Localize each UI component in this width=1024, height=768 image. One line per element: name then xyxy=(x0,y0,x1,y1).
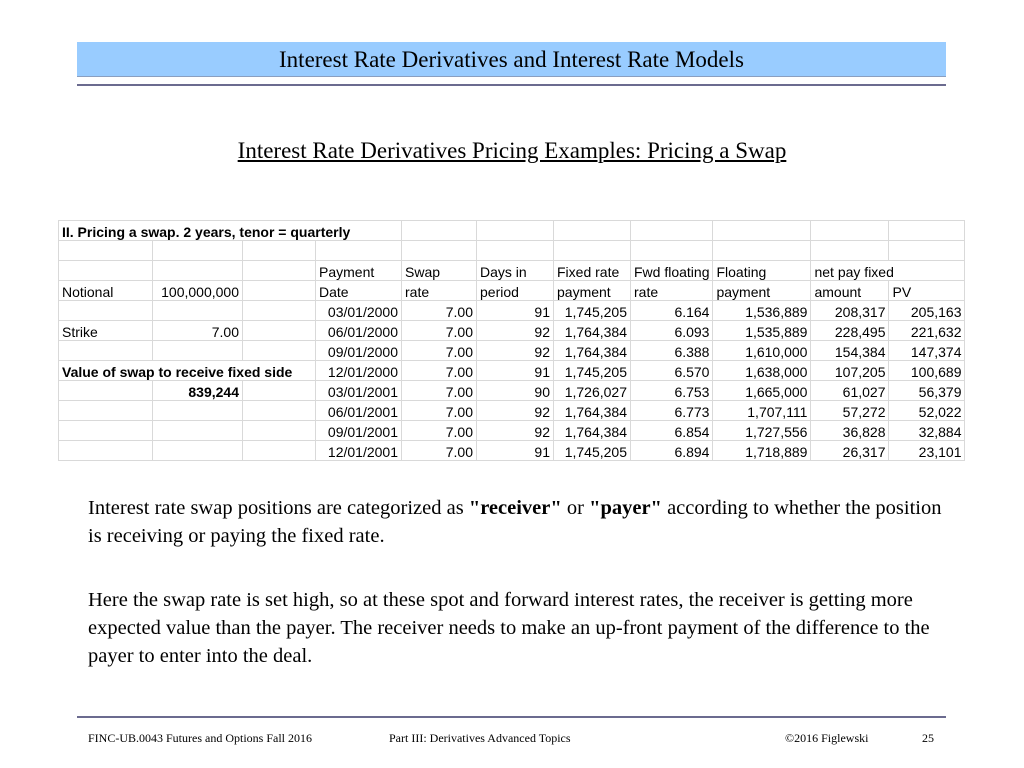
cell-fixed-payment: 1,764,384 xyxy=(554,321,631,341)
cell-pv: 221,632 xyxy=(889,321,965,341)
table-row xyxy=(59,341,965,361)
cell-fixed-payment: 1,764,384 xyxy=(554,401,631,421)
col-header: Days in xyxy=(477,261,554,281)
strike-value: 7.00 xyxy=(153,321,243,341)
cell-days: 91 xyxy=(477,441,554,461)
cell-fixed-payment: 1,745,205 xyxy=(554,361,631,381)
term-payer: "payer" xyxy=(589,497,662,519)
cell-date: 03/01/2001 xyxy=(316,381,402,401)
col-header: Fwd floating xyxy=(631,261,713,281)
slide-subtitle: Interest Rate Derivatives Pricing Examples: Pricing a Swap xyxy=(237,138,787,163)
cell-floating-payment: 1,727,556 xyxy=(713,421,811,441)
cell-fwd-rate: 6.753 xyxy=(631,381,713,401)
paragraph-explanation: Here the swap rate is set high, so at these spot and forward interest rates, the receiver is getting more expected value than the payer. The receiver needs to make an up-front payment of the difference to the payer to enter into the deal. xyxy=(88,589,930,667)
cell-net-amount: 36,828 xyxy=(811,421,889,441)
cell-swap-rate: 7.00 xyxy=(402,321,477,341)
table-row xyxy=(59,421,965,441)
cell-pv: 100,689 xyxy=(889,361,965,381)
cell-floating-payment: 1,536,889 xyxy=(713,301,811,321)
cell-fwd-rate: 6.894 xyxy=(631,441,713,461)
cell-date: 09/01/2001 xyxy=(316,421,402,441)
cell-date: 06/01/2001 xyxy=(316,401,402,421)
cell-date: 12/01/2000 xyxy=(316,361,402,381)
cell-floating-payment: 1,665,000 xyxy=(713,381,811,401)
cell-net-amount: 57,272 xyxy=(811,401,889,421)
swap-value-amount: 839,244 xyxy=(153,381,243,401)
paragraph-receiver-payer xyxy=(88,494,948,550)
col-header: Date xyxy=(316,281,402,301)
cell-date: 12/01/2001 xyxy=(316,441,402,461)
col-header: PV xyxy=(889,281,965,301)
cell-swap-rate: 7.00 xyxy=(402,441,477,461)
cell-days: 91 xyxy=(477,301,554,321)
footer-part: Part III: Derivatives Advanced Topics xyxy=(389,731,571,745)
table-row xyxy=(59,381,965,401)
cell-fixed-payment: 1,764,384 xyxy=(554,421,631,441)
notional-value: 100,000,000 xyxy=(153,281,243,301)
cell-floating-payment: 1,535,889 xyxy=(713,321,811,341)
col-header: Floating xyxy=(713,261,811,281)
cell-days: 91 xyxy=(477,361,554,381)
cell-pv: 56,379 xyxy=(889,381,965,401)
strike-label: Strike xyxy=(59,321,153,341)
cell-swap-rate: 7.00 xyxy=(402,401,477,421)
cell-swap-rate: 7.00 xyxy=(402,361,477,381)
cell-days: 92 xyxy=(477,401,554,421)
cell-net-amount: 61,027 xyxy=(811,381,889,401)
table-row xyxy=(59,301,965,321)
cell-date: 03/01/2000 xyxy=(316,301,402,321)
cell-swap-rate: 7.00 xyxy=(402,421,477,441)
slide-title: Interest Rate Derivatives and Interest Rate Models xyxy=(77,42,946,77)
cell-fixed-payment: 1,764,384 xyxy=(554,341,631,361)
table-heading: II. Pricing a swap. 2 years, tenor = quarterly xyxy=(59,221,402,241)
table-row xyxy=(59,321,965,341)
cell-date: 09/01/2000 xyxy=(316,341,402,361)
paragraph-text: or xyxy=(561,497,590,519)
col-header: Swap xyxy=(402,261,477,281)
cell-net-amount: 107,205 xyxy=(811,361,889,381)
cell-date: 06/01/2000 xyxy=(316,321,402,341)
col-header: Payment xyxy=(316,261,402,281)
cell-swap-rate: 7.00 xyxy=(402,381,477,401)
paragraph-text: Interest rate swap positions are categorized as xyxy=(88,497,469,519)
page-number: 25 xyxy=(922,731,934,745)
cell-floating-payment: 1,638,000 xyxy=(713,361,811,381)
cell-floating-payment: 1,610,000 xyxy=(713,341,811,361)
term-receiver: "receiver" xyxy=(468,497,562,519)
col-header: amount xyxy=(811,281,889,301)
cell-swap-rate: 7.00 xyxy=(402,341,477,361)
table-row xyxy=(59,361,965,381)
cell-floating-payment: 1,718,889 xyxy=(713,441,811,461)
cell-fwd-rate: 6.093 xyxy=(631,321,713,341)
cell-fwd-rate: 6.164 xyxy=(631,301,713,321)
cell-pv: 32,884 xyxy=(889,421,965,441)
col-header: Fixed rate xyxy=(554,261,631,281)
cell-pv: 23,101 xyxy=(889,441,965,461)
table-row xyxy=(59,441,965,461)
cell-fwd-rate: 6.388 xyxy=(631,341,713,361)
col-header: payment xyxy=(713,281,811,301)
cell-days: 92 xyxy=(477,341,554,361)
swap-value-label: Value of swap to receive fixed side xyxy=(59,361,316,381)
footer-copyright: ©2016 Figlewski xyxy=(785,731,869,745)
swap-pricing-table xyxy=(58,220,965,461)
cell-net-amount: 154,384 xyxy=(811,341,889,361)
cell-pv: 52,022 xyxy=(889,401,965,421)
cell-pv: 147,374 xyxy=(889,341,965,361)
cell-fixed-payment: 1,726,027 xyxy=(554,381,631,401)
col-header: rate xyxy=(402,281,477,301)
header-row-1 xyxy=(59,261,965,281)
cell-pv: 205,163 xyxy=(889,301,965,321)
blank-row xyxy=(59,241,965,261)
cell-fwd-rate: 6.570 xyxy=(631,361,713,381)
col-header: rate xyxy=(631,281,713,301)
cell-net-amount: 228,495 xyxy=(811,321,889,341)
cell-days: 90 xyxy=(477,381,554,401)
notional-label: Notional xyxy=(59,281,153,301)
cell-fwd-rate: 6.773 xyxy=(631,401,713,421)
paragraph-text: according to whether the position is receiving or paying the fixed rate. xyxy=(88,497,942,547)
table-row xyxy=(59,401,965,421)
header-divider xyxy=(77,84,946,86)
col-header: net pay fixed xyxy=(811,261,965,281)
cell-swap-rate: 7.00 xyxy=(402,301,477,321)
footer-divider xyxy=(77,716,946,718)
cell-net-amount: 208,317 xyxy=(811,301,889,321)
cell-days: 92 xyxy=(477,421,554,441)
cell-fixed-payment: 1,745,205 xyxy=(554,301,631,321)
cell-fixed-payment: 1,745,205 xyxy=(554,441,631,461)
col-header: payment xyxy=(554,281,631,301)
col-header: period xyxy=(477,281,554,301)
cell-floating-payment: 1,707,111 xyxy=(713,401,811,421)
header-row-2 xyxy=(59,281,965,301)
cell-net-amount: 26,317 xyxy=(811,441,889,461)
table-heading-row xyxy=(59,221,965,241)
footer-course: FINC-UB.0043 Futures and Options Fall 2016 xyxy=(88,731,313,745)
cell-days: 92 xyxy=(477,321,554,341)
cell-fwd-rate: 6.854 xyxy=(631,421,713,441)
